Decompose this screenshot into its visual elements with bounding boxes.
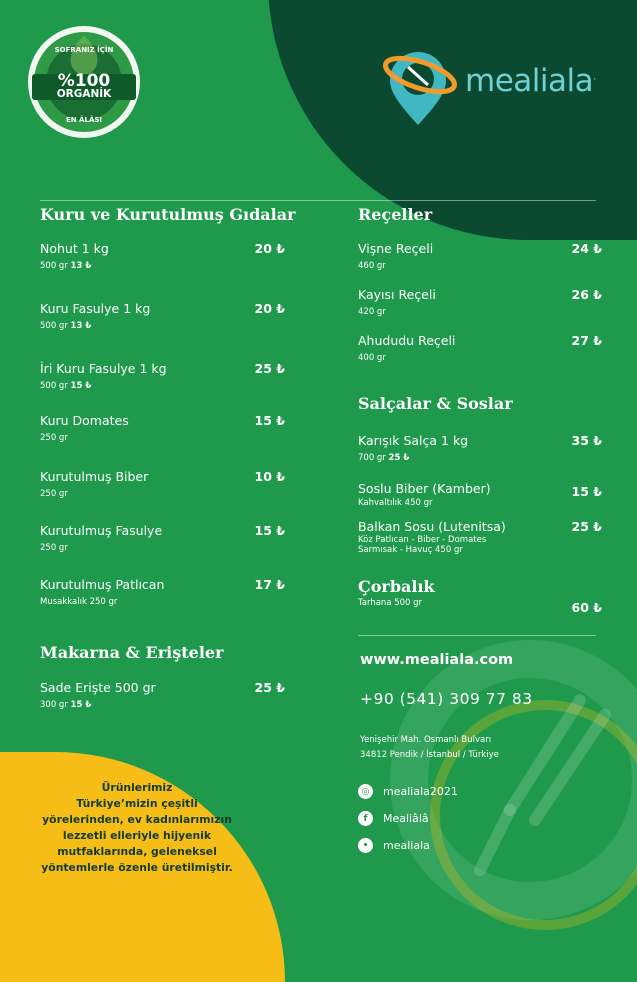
item-name: Karışık Salça 1 kg — [358, 433, 469, 448]
item-name: Vişne Reçeli — [358, 241, 434, 256]
facebook-icon: f — [358, 811, 373, 826]
list-item — [358, 287, 436, 317]
item-sub: Kahvaltılık 450 gr — [358, 498, 433, 508]
item-name: Tarhana 500 gr — [358, 598, 423, 608]
social-dot-icon: • — [358, 838, 373, 853]
list-item — [358, 433, 468, 463]
item-sub: 500 gr 13 ₺ — [40, 261, 92, 271]
list-item — [358, 598, 422, 608]
list-item — [40, 241, 109, 271]
item-price: 25 ₺ — [254, 680, 285, 695]
facebook-handle: Mealiâlâ — [383, 812, 429, 825]
item-name: Kurutulmuş Fasulye — [40, 523, 163, 538]
section-title-makarna: Makarna & Erişteler — [40, 643, 224, 662]
website-link[interactable]: www.mealiala.com — [360, 652, 514, 668]
item-price: 25 ₺ — [254, 361, 285, 376]
item-sub: 500 gr 15 ₺ — [40, 381, 92, 391]
list-item — [358, 519, 506, 555]
list-item — [40, 577, 164, 607]
item-sub: Musakkalık 250 gr — [40, 597, 118, 607]
item-price: 35 ₺ — [571, 433, 602, 448]
item-price: 24 ₺ — [571, 241, 602, 256]
item-sub: 300 gr 15 ₺ — [40, 700, 92, 710]
badge-mid: ORGANİK — [56, 88, 112, 100]
instagram-handle: mealiala2021 — [383, 785, 458, 798]
promo-text: Ürünlerimiz Türkiye’mizin çeşitli yörelerinden, ev kadınlarımızın lezzetli elleriyle hijyenik mutfaklarında, geleneksel yöntemlerle özenle üretilmiştir. — [41, 781, 233, 874]
item-sub: 250 gr — [40, 543, 68, 553]
list-item — [40, 680, 156, 710]
section-title-salcalar: Salçalar & Soslar — [358, 394, 513, 413]
badge-bottom: EN ÂLÂSI — [65, 116, 103, 124]
item-price: 26 ₺ — [571, 287, 602, 302]
item-name: Ahududu Reçeli — [358, 333, 456, 348]
item-name: Nohut 1 kg — [40, 241, 109, 256]
item-price: 60 ₺ — [571, 600, 602, 615]
social-instagram[interactable] — [358, 784, 458, 799]
contact-divider — [358, 635, 596, 636]
item-price: 15 ₺ — [571, 484, 602, 499]
organic-badge — [26, 24, 142, 140]
badge-top: SOFRANIZ İÇİN — [54, 46, 114, 54]
item-name: Soslu Biber (Kamber) — [358, 481, 491, 496]
item-name: Kurutulmuş Patlıcan — [40, 577, 165, 592]
list-item — [40, 523, 162, 553]
item-name: Kuru Fasulye 1 kg — [40, 301, 151, 316]
item-price: 17 ₺ — [254, 577, 285, 592]
badge-big: %100 — [57, 71, 111, 91]
top-divider — [40, 200, 596, 201]
item-price: 25 ₺ — [571, 519, 602, 534]
fork-icon — [470, 690, 620, 880]
item-name: Kurutulmuş Biber — [40, 469, 149, 484]
item-price: 20 ₺ — [254, 241, 285, 256]
social-facebook[interactable] — [358, 811, 429, 826]
item-name: Sade Erişte 500 gr — [40, 680, 156, 695]
item-sub: 460 gr — [358, 261, 386, 271]
instagram-icon: ◎ — [358, 784, 373, 799]
phone-number[interactable]: +90 (541) 309 77 83 — [360, 690, 533, 708]
section-title-kuru: Kuru ve Kurutulmuş Gıdalar — [40, 205, 296, 224]
address: Yenişehir Mah. Osmanlı Bulvarı 34812 Pendik / İstanbul / Türkiye — [360, 735, 499, 760]
brand-name: mealiala. — [465, 63, 596, 99]
section-title-receller: Reçeller — [358, 205, 433, 224]
item-price: 20 ₺ — [254, 301, 285, 316]
item-price: 15 ₺ — [254, 523, 285, 538]
item-sub: 250 gr — [40, 433, 68, 443]
item-name: Balkan Sosu (Lutenitsa) — [358, 519, 506, 534]
item-sub: 420 gr — [358, 307, 386, 317]
list-item — [40, 469, 148, 499]
list-item — [358, 241, 433, 271]
list-item — [40, 413, 129, 443]
section-title-corbalik: Çorbalık — [358, 577, 435, 596]
social-other[interactable] — [358, 838, 430, 853]
item-sub: 500 gr 13 ₺ — [40, 321, 92, 331]
list-item — [358, 333, 455, 363]
item-name: Kayısı Reçeli — [358, 287, 436, 302]
list-item — [40, 361, 167, 391]
other-handle: mealiala — [383, 839, 430, 852]
item-price: 15 ₺ — [254, 413, 285, 428]
list-item — [358, 481, 491, 508]
item-sub: 250 gr — [40, 489, 68, 499]
item-name: İri Kuru Fasulye 1 kg — [40, 361, 167, 376]
item-sub: 700 gr 25 ₺ — [358, 453, 410, 463]
item-name: Kuru Domates — [40, 413, 129, 428]
item-price: 10 ₺ — [254, 469, 285, 484]
item-sub: 400 gr — [358, 353, 386, 363]
item-price: 27 ₺ — [571, 333, 602, 348]
list-item — [40, 301, 150, 331]
item-sub: Köz Patlıcan - Biber - Domates Sarmısak - Havuç 450 gr — [358, 535, 487, 555]
